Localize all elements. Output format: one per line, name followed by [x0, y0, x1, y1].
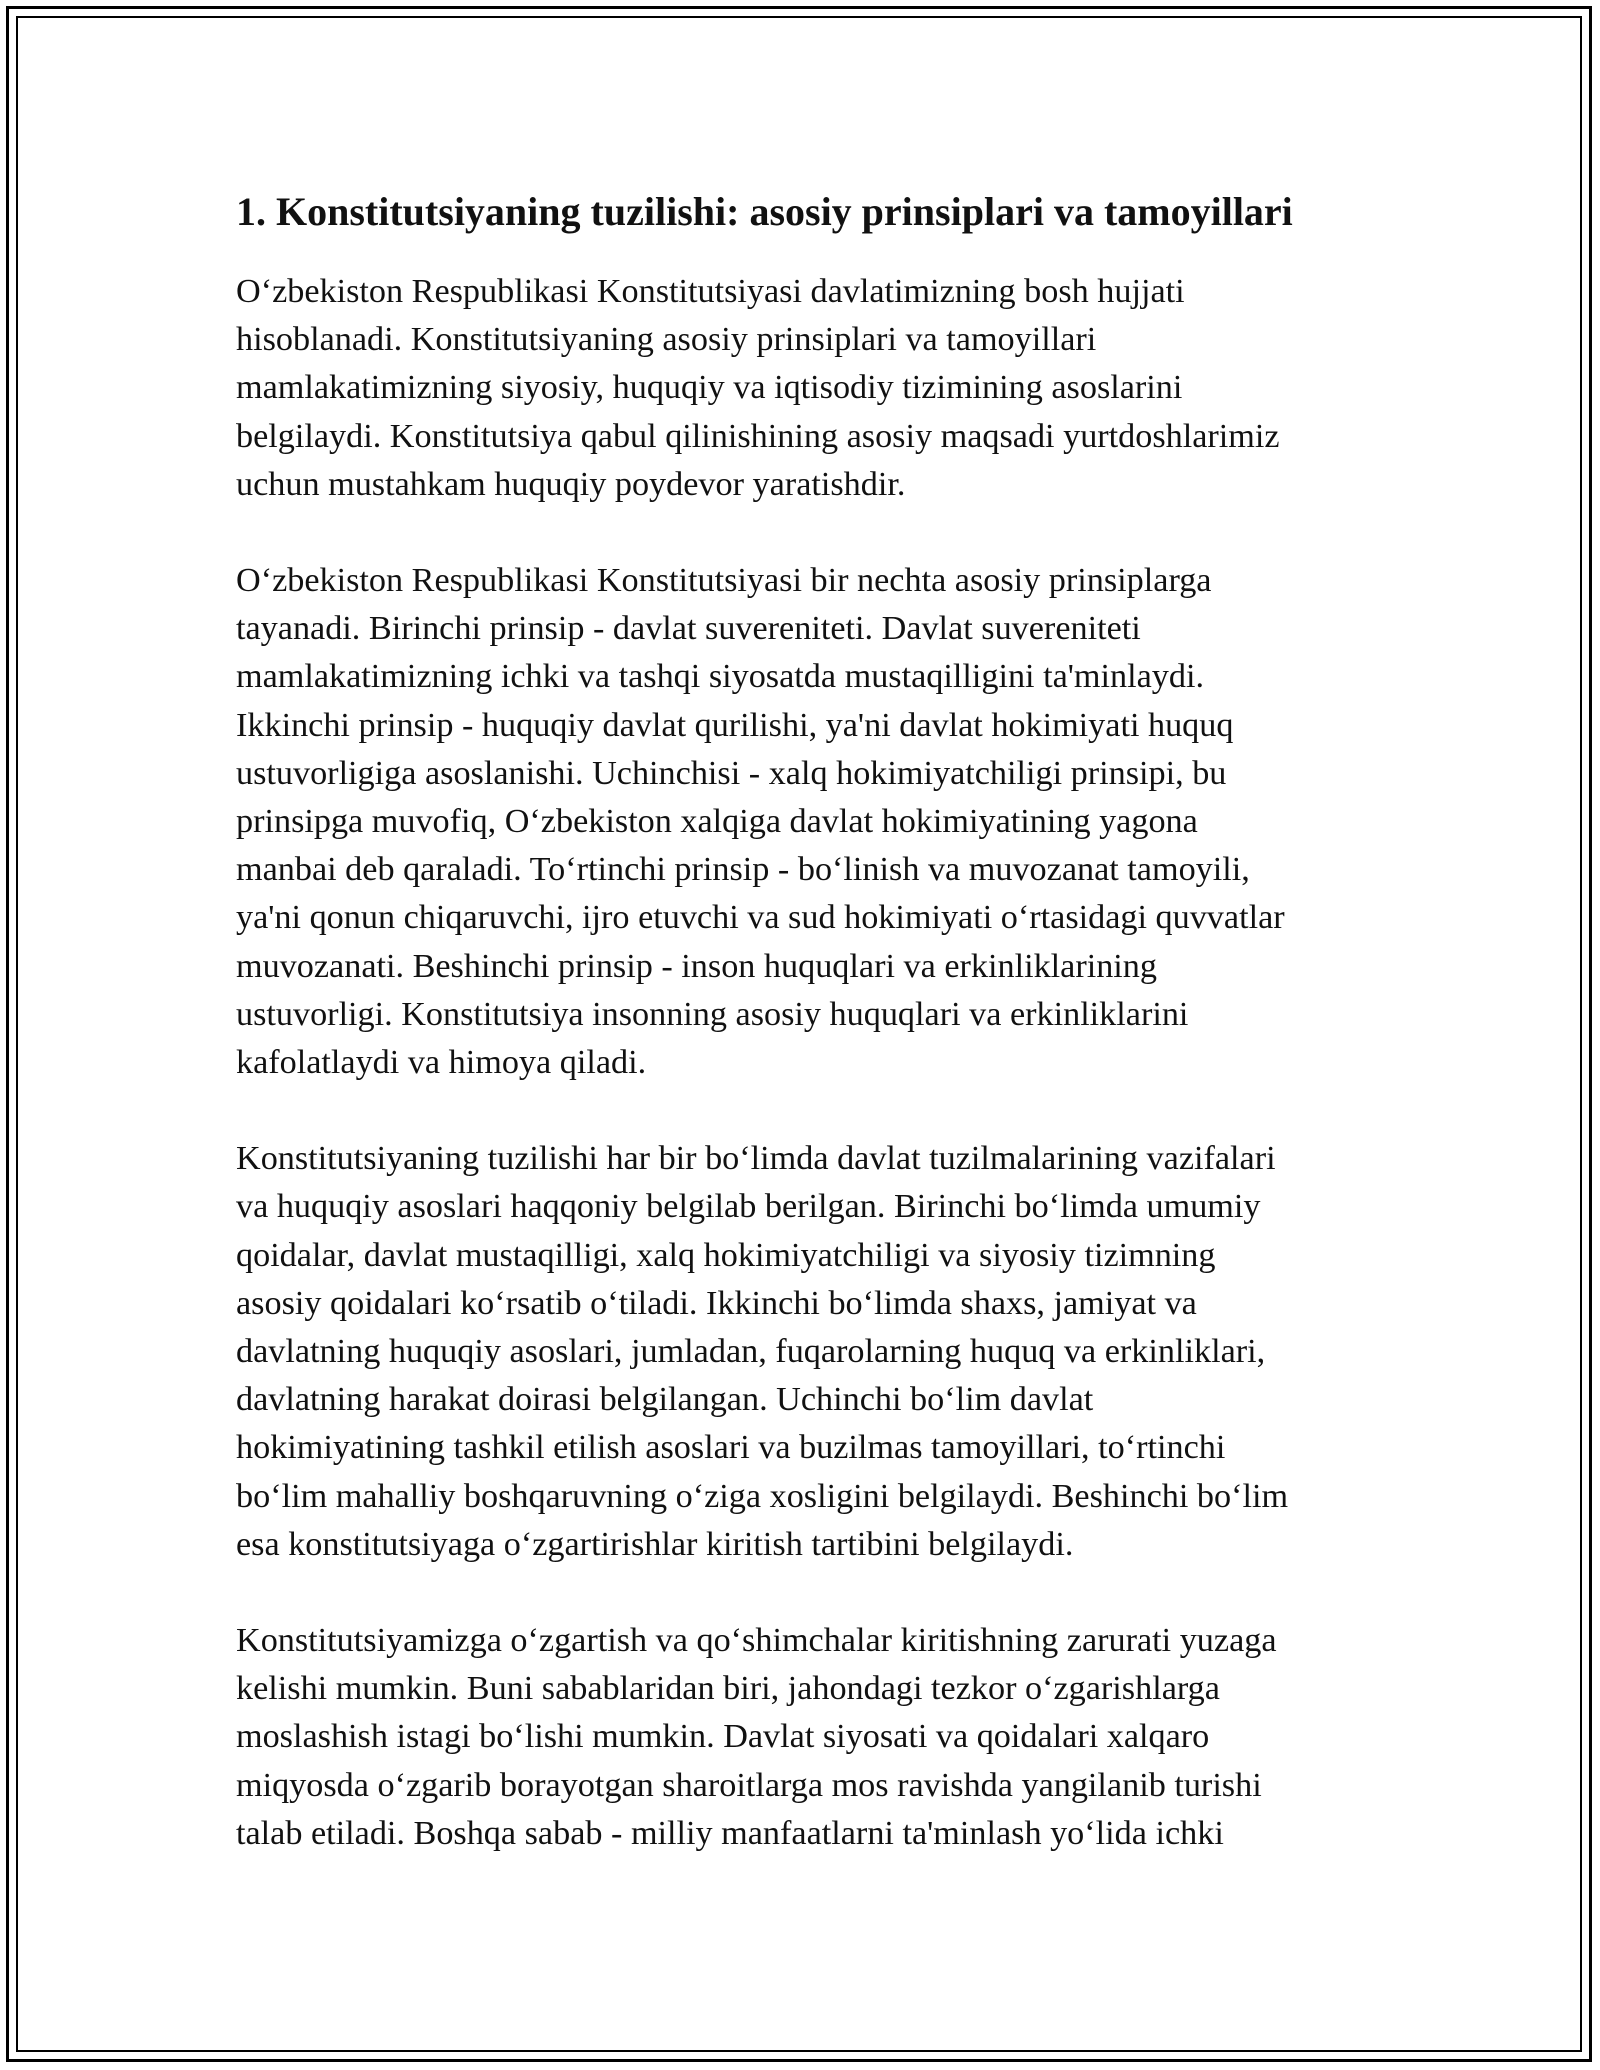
paragraph-line: uchun mustahkam huquqiy poydevor yaratishdir.	[236, 465, 906, 503]
paragraph-line: davlatning harakat doirasi belgilangan. Uchinchi bo‘lim davlat	[236, 1381, 1094, 1419]
paragraph-line: asosiy qoidalari ko‘rsatib o‘tiladi. Ikkinchi bo‘limda shaxs, jamiyat va	[236, 1284, 1197, 1322]
paragraph-line: esa konstitutsiyaga o‘zgartirishlar kiritish tartibini belgilaydi.	[236, 1525, 1074, 1563]
paragraph-2	[236, 557, 1386, 1087]
paragraph-line: miqyosda o‘zgarib borayotgan sharoitlarga mos ravishda yangilanib turishi	[236, 1766, 1262, 1804]
paragraph-line: mamlakatimizning ichki va tashqi siyosatda mustaqilligini ta'minlaydi.	[236, 658, 1205, 696]
paragraph-line: va huquqiy asoslari haqqoniy belgilab berilgan. Birinchi bo‘limda umumiy	[236, 1188, 1261, 1226]
paragraph-line: bo‘lim mahalliy boshqaruvning o‘ziga xosligini belgilaydi. Beshinchi bo‘lim	[236, 1477, 1289, 1515]
paragraph-line: manbai deb qaraladi. To‘rtinchi prinsip - bo‘linish va muvozanat tamoyili,	[236, 851, 1250, 889]
paragraph-line: ustuvorligi. Konstitutsiya insonning asosiy huquqlari va erkinliklarini	[236, 995, 1189, 1033]
paragraph-line: ustuvorligiga asoslanishi. Uchinchisi - xalq hokimiyatchiligi prinsipi, bu	[236, 754, 1227, 792]
paragraph-line: belgilaydi. Konstitutsiya qabul qilinishining asosiy maqsadi yurtdoshlarimiz	[236, 417, 1280, 455]
paragraph-line: O‘zbekiston Respublikasi Konstitutsiyasi davlatimizning bosh hujjati	[236, 273, 1185, 310]
paragraph-line: Konstitutsiyaning tuzilishi har bir bo‘limda davlat tuzilmalarining vazifalari	[236, 1140, 1276, 1178]
paragraph-line: mamlakatimizning siyosiy, huquqiy va iqtisodiy tizimining asoslarini	[236, 369, 1183, 407]
paragraph-line: ya'ni qonun chiqaruvchi, ijro etuvchi va sud hokimiyati o‘rtasidagi quvvatlar	[236, 899, 1285, 937]
paragraph-line: hisoblanadi. Konstitutsiyaning asosiy prinsiplari va tamoyillari	[236, 321, 1097, 359]
paragraph-line: Konstitutsiyamizga o‘zgartish va qo‘shimchalar kiritishning zarurati yuzaga	[236, 1622, 1277, 1660]
paragraph-line: kelishi mumkin. Buni sabablaridan biri, jahondagi tezkor o‘zgarishlarga	[236, 1670, 1220, 1708]
paragraph-line: davlatning huquqiy asoslari, jumladan, fuqarolarning huquq va erkinliklari,	[236, 1333, 1266, 1371]
paragraph-line: Ikkinchi prinsip - huquqiy davlat qurilishi, ya'ni davlat hokimiyati huquq	[236, 706, 1234, 744]
paragraphs-container	[236, 268, 1386, 1858]
paragraph-line: kafolatlaydi va himoya qiladi.	[236, 1044, 647, 1082]
section-heading: 1. Konstitutsiyaning tuzilishi: asosiy prinsiplari va tamoyillari	[236, 189, 1293, 234]
paragraph-line: O‘zbekiston Respublikasi Konstitutsiyasi bir nechta asosiy prinsiplarga	[236, 562, 1212, 600]
paragraph-line: qoidalar, davlat mustaqilligi, xalq hokimiyatchiligi va siyosiy tizimning	[236, 1236, 1216, 1274]
paragraph-1	[236, 268, 1386, 509]
paragraph-line: talab etiladi. Boshqa sabab - milliy manfaatlarni ta'minlash yo‘lida ichki	[236, 1814, 1224, 1852]
paragraph-line: moslashish istagi bo‘lishi mumkin. Davlat siyosati va qoidalari xalqaro	[236, 1718, 1210, 1756]
document-body	[236, 186, 1386, 1906]
paragraph-4	[236, 1617, 1386, 1858]
paragraph-line: tayanadi. Birinchi prinsip - davlat suvereniteti. Davlat suvereniteti	[236, 610, 1141, 648]
paragraph-line: prinsipga muvofiq, O‘zbekiston xalqiga davlat hokimiyatining yagona	[236, 803, 1198, 841]
paragraph-3	[236, 1135, 1386, 1569]
paragraph-line: hokimiyatining tashkil etilish asoslari va buzilmas tamoyillari, to‘rtinchi	[236, 1429, 1226, 1467]
paragraph-line: muvozanati. Beshinchi prinsip - inson huquqlari va erkinliklarining	[236, 947, 1157, 985]
